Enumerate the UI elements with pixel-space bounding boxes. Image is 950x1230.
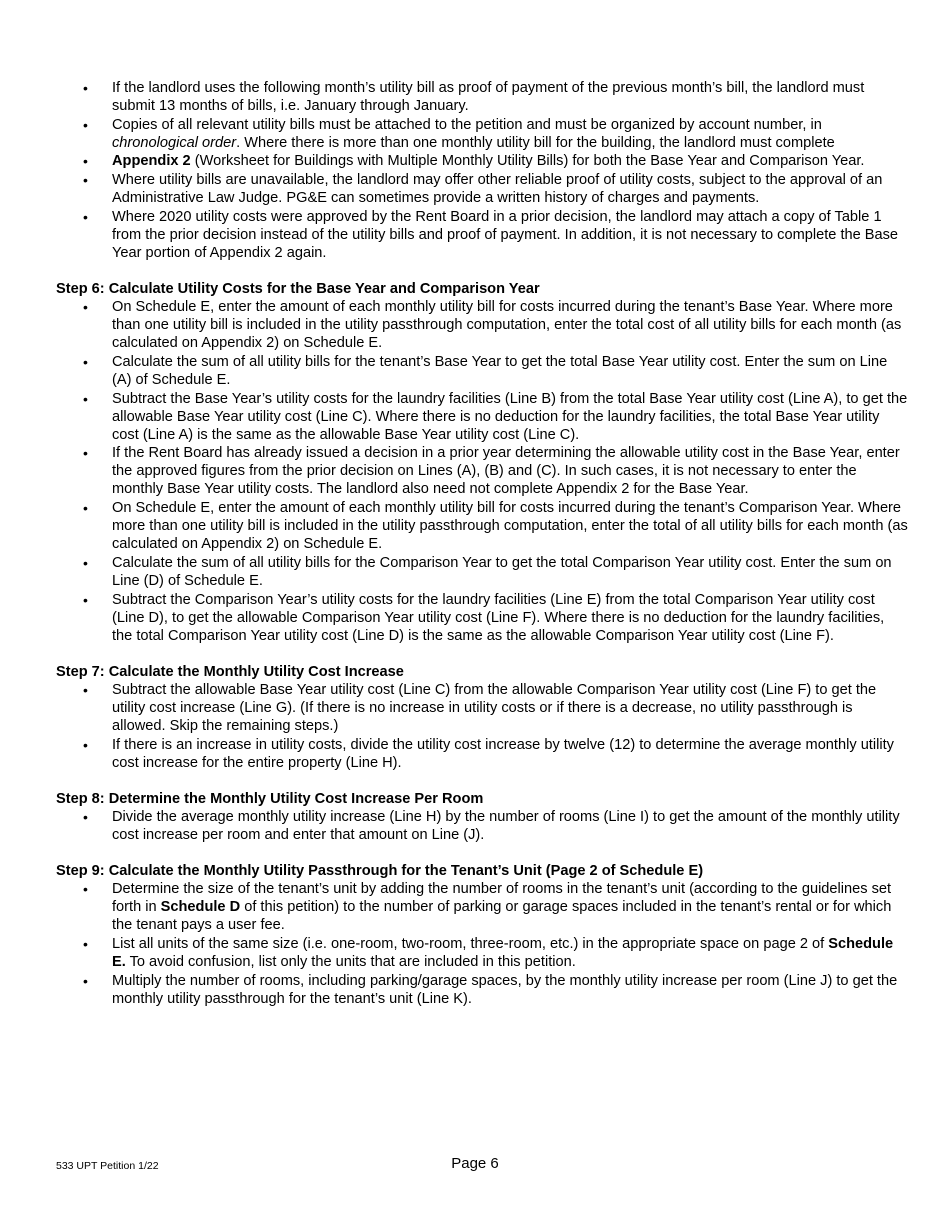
list-item: • Where 2020 utility costs were approved by the Rent Board in a prior decision, the landlord may attach a copy of Table 1 from the prior decision instead of the utility bills and proof of payment. In addition, it is not necessary to complete the Base Year portion of Appendix 2 again.	[83, 208, 899, 261]
bullet-icon: •	[83, 80, 88, 96]
bullet-icon: •	[83, 116, 88, 133]
list-item: • Calculate the sum of all utility bills for the Comparison Year to get the total Comparison Year utility cost. Enter the sum on Line (D) of Schedule E.	[83, 554, 892, 589]
list-item: • List all units of the same size (i.e. one-room, two-room, three-room, etc.) in the appropriate space on page 2 of Schedule E. To avoid confusion, list only the units that are included in this petition.	[83, 936, 894, 971]
step6-heading: Step 6: Calculate Utility Costs for the Base Year and Comparison Year	[56, 280, 540, 297]
step8-bullet-list	[56, 808, 908, 844]
list-item: • Where utility bills are unavailable, the landlord may offer other reliable proof of utility costs, subject to the approval of an Administrative Law Judge. PG&E can sometimes provide a written history of charges and payments.	[83, 171, 883, 207]
bullet-icon: •	[83, 171, 88, 188]
list-item: • If the landlord uses the following month’s utility bill as proof of payment of the previous month’s bill, the landlord must submit 13 months of bills, i.e. January through January.	[83, 80, 865, 115]
bullet-icon: •	[83, 808, 88, 825]
list-item: • Subtract the Comparison Year’s utility costs for the laundry facilities (Line E) from the total Comparison Year utility cost (Line D), to get the allowable Comparison Year utility cost (Line F). Where there is no deduction for the laundry facilities, the total Comparison Year utility cost (Line D) is the same as the allowable Comparison Year utility cost (Line F).	[83, 591, 885, 644]
bullet-icon: •	[83, 153, 88, 170]
step6-bullet-list	[56, 298, 908, 645]
list-item: • Divide the average monthly utility increase (Line H) by the number of rooms (Line I) to get the amount of the monthly utility cost increase per room and enter that amount on Line (J).	[83, 808, 900, 844]
bullet-icon: •	[83, 681, 88, 698]
list-item: • Subtract the Base Year’s utility costs for the laundry facilities (Line B) from the total Base Year utility cost (Line A), to get the allowable Base Year utility cost (Line C). Where there is no deduction for the laundry facilities, the total Base Year utility cost (Line A) is the same as the allowable Base Year utility cost (Line C).	[83, 390, 908, 443]
bullet-icon: •	[83, 972, 88, 989]
bullet-icon: •	[83, 591, 88, 608]
list-item: • Appendix 2 (Worksheet for Buildings with Multiple Monthly Utility Bills) for both the Base Year and Comparison Year.	[83, 153, 865, 170]
page-content	[56, 79, 908, 1008]
intro-bullet-list	[56, 79, 908, 262]
bullet-icon: •	[83, 353, 88, 370]
bullet-icon: •	[83, 554, 88, 571]
bullet-icon: •	[83, 390, 88, 407]
list-item: • Multiply the number of rooms, including parking/garage spaces, by the monthly utility increase per room (Line J) to get the monthly utility passthrough for the tenant’s unit (Line K).	[83, 972, 898, 1007]
list-item: • On Schedule E, enter the amount of each monthly utility bill for costs incurred during the tenant’s Base Year. Where more than one utility bill is included in the utility passthrough computation, enter the total cost of all utility bills for each month (as calculated on Appendix 2) on Schedule E.	[83, 299, 902, 352]
bullet-icon: •	[83, 500, 88, 517]
list-item: • Calculate the sum of all utility bills for the tenant’s Base Year to get the total Base Year utility cost. Enter the sum on Line (A) of Schedule E.	[83, 353, 888, 388]
list-item: • Copies of all relevant utility bills must be attached to the petition and must be organized by account number, in chronological order. Where there is more than one monthly utility bill for the building, the landlord must complete	[83, 116, 835, 151]
list-item: • Determine the size of the tenant’s unit by adding the number of rooms in the tenant’s unit (according to the guidelines set forth in Schedule D of this petition) to the number of parking or garage spaces included in the tenant’s rental or for which the tenant pays a user fee.	[83, 881, 892, 934]
step7-heading: Step 7: Calculate the Monthly Utility Cost Increase	[56, 663, 404, 680]
list-item: • If the Rent Board has already issued a decision in a prior year determining the allowable utility cost in the Base Year, enter the approved figures from the prior decision on Lines (A), (B) and (C). In such cases, it is not necessary to enter the monthly Base Year utility costs. The landlord also need not complete Appendix 2 for the Base Year.	[83, 445, 900, 498]
bullet-icon: •	[83, 299, 88, 316]
list-item: • On Schedule E, enter the amount of each monthly utility bill for costs incurred during the tenant’s Comparison Year. Where more than one utility bill is included in the utility passthrough computation, enter the total of all utility bills for each month (as calculated on Appendix 2) on Schedule E.	[83, 500, 908, 553]
page-number: Page 6	[451, 1155, 499, 1172]
step8-heading: Step 8: Determine the Monthly Utility Cost Increase Per Room	[56, 790, 484, 807]
bullet-icon: •	[83, 445, 88, 462]
list-item: • If there is an increase in utility costs, divide the utility cost increase by twelve (12) to determine the average monthly utility cost increase for the entire property (Line H).	[83, 736, 894, 771]
bullet-icon: •	[83, 736, 88, 753]
step9-bullet-list	[56, 880, 908, 1008]
form-id: 533 UPT Petition 1/22	[56, 1160, 159, 1172]
list-item: • Subtract the allowable Base Year utility cost (Line C) from the allowable Comparison Year utility cost (Line F) to get the utility cost increase (Line G). (If there is no increase in utility costs or if there is a decrease, no utility passthrough is allowed. Skip the remaining steps.)	[83, 681, 877, 735]
bullet-icon: •	[83, 208, 88, 225]
bullet-icon: •	[83, 881, 88, 898]
step7-bullet-list	[56, 681, 908, 772]
bullet-icon: •	[83, 936, 88, 953]
step9-heading: Step 9: Calculate the Monthly Utility Passthrough for the Tenant’s Unit (Page 2 of Schedule E)	[56, 863, 704, 880]
